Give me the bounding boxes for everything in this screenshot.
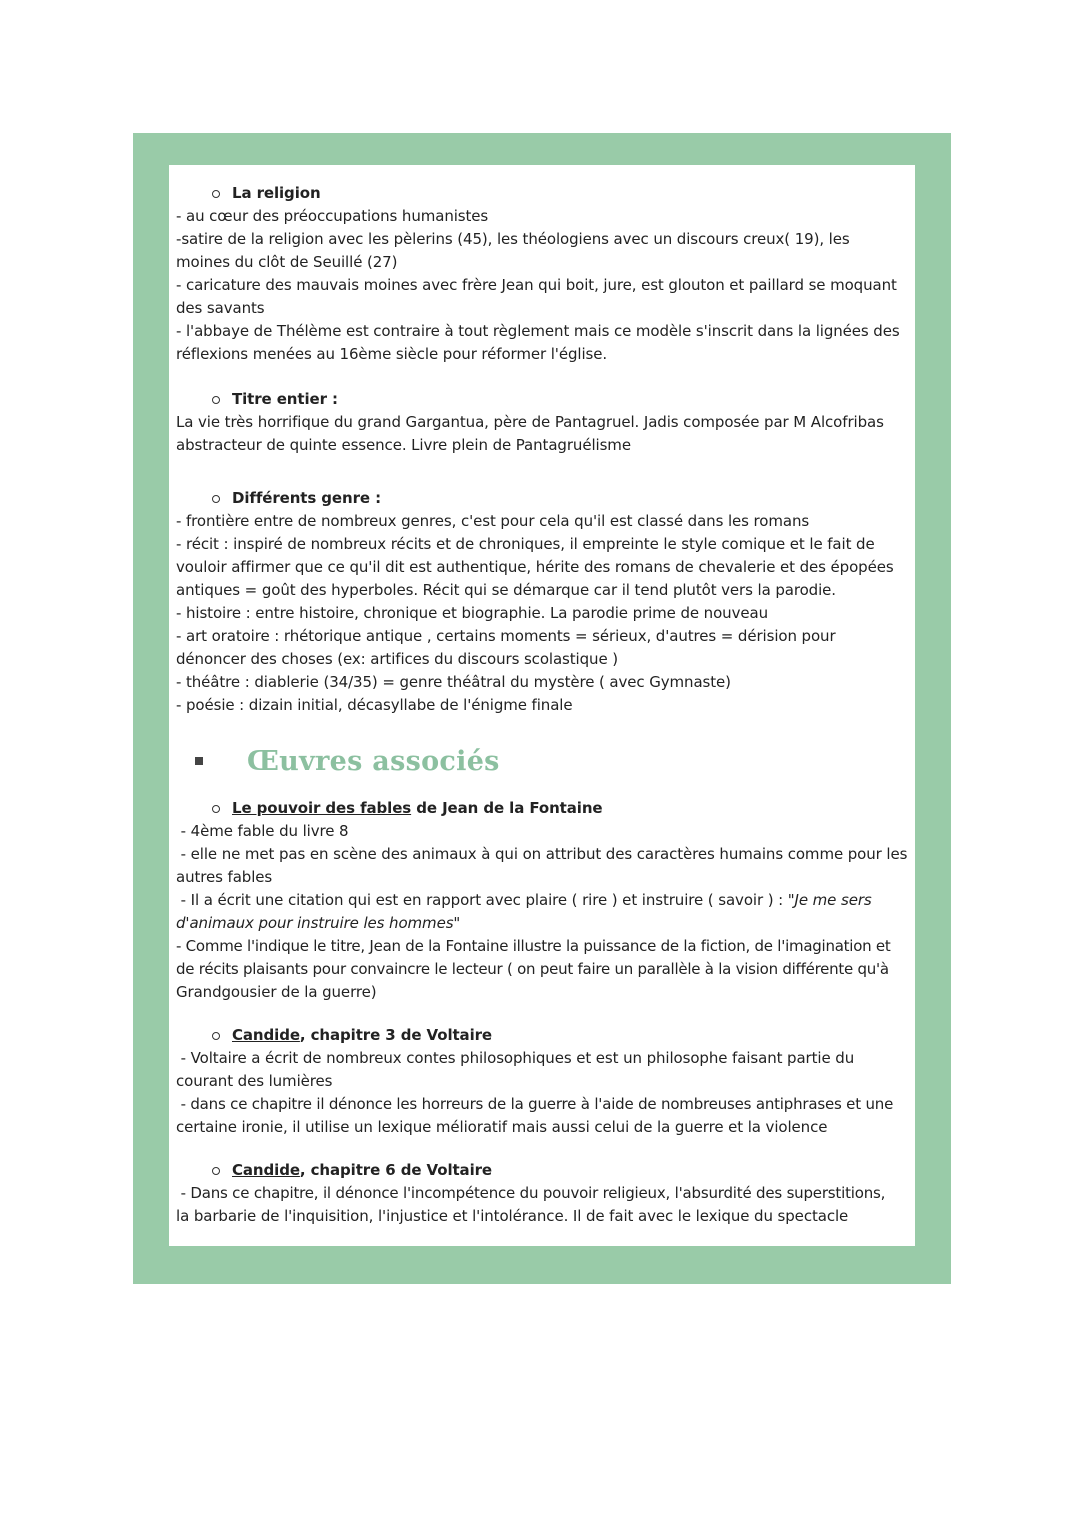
text-line: antiques = goût des hyperboles. Récit qui se démarque car il tend plutôt vers la parodie.	[176, 581, 836, 599]
text-line: la barbarie de l'inquisition, l'injustice et l'intolérance. Il de fait avec le lexique du spectacle	[176, 1207, 849, 1225]
text-line: La vie très horrifique du grand Gargantua, père de Pantagruel. Jadis composée par M Alcofribas	[176, 413, 884, 431]
text-line: des savants	[176, 299, 265, 317]
subheading-fables	[176, 797, 916, 820]
text-line: - récit : inspiré de nombreux récits et de chroniques, il empreinte le style comique et le fait de	[176, 535, 875, 553]
section-title: Œuvres associés	[247, 745, 500, 777]
square-bullet-icon	[195, 757, 203, 765]
text-segment: - Il a écrit une citation qui est en rapport avec plaire ( rire ) et instruire ( savoir ) : "	[176, 891, 795, 909]
text-line: réflexions menées au 16ème siècle pour réformer l'église.	[176, 345, 608, 363]
circle-bullet-icon	[212, 1032, 220, 1040]
circle-bullet-icon	[212, 495, 220, 503]
note-card	[169, 165, 915, 1246]
subheading-text: Différents genre :	[232, 489, 381, 507]
text-line: -satire de la religion avec les pèlerins (45), les théologiens avec un discours creux( 19), les	[176, 230, 850, 248]
text-line: - Comme l'indique le titre, Jean de la Fontaine illustre la puissance de la fiction, de l'imagination et	[176, 937, 891, 955]
quote-text: Je me sers	[794, 891, 872, 909]
note-content	[176, 182, 916, 1228]
work-title: Candide	[232, 1026, 300, 1044]
text-line: - frontière entre de nombreux genres, c'est pour cela qu'il est classé dans les romans	[176, 512, 810, 530]
religion-body	[176, 205, 916, 366]
work-author: de Jean de la Fontaine	[411, 799, 603, 817]
text-line	[176, 912, 916, 935]
text-line: courant des lumières	[176, 1072, 333, 1090]
text-line: - art oratoire : rhétorique antique , certains moments = sérieux, d'autres = dérision pour	[176, 627, 836, 645]
text-line: moines du clôt de Seuillé (27)	[176, 253, 398, 271]
candide-3-body	[176, 1047, 916, 1139]
text-line: vouloir affirmer que ce qu'il dit est authentique, hérite des romans de chevalerie et des épopées	[176, 558, 894, 576]
text-line: de récits plaisants pour convaincre le lecteur ( on peut faire un parallèle à la vision différente qu'à	[176, 960, 889, 978]
text-line: - Voltaire a écrit de nombreux contes philosophiques et est un philosophe faisant partie du	[176, 1049, 855, 1067]
candide-6-body	[176, 1182, 916, 1228]
work-author: , chapitre 3 de Voltaire	[299, 1026, 492, 1044]
work-title: Le pouvoir des fables	[232, 799, 412, 817]
subheading-titre	[176, 388, 916, 411]
text-line: abstracteur de quinte essence. Livre plein de Pantagruélisme	[176, 436, 631, 454]
text-line: - au cœur des préoccupations humanistes	[176, 207, 489, 225]
titre-body	[176, 411, 916, 457]
text-line: - elle ne met pas en scène des animaux à qui on attribut des caractères humains comme pour les	[176, 845, 908, 863]
subheading-text: La religion	[232, 184, 321, 202]
text-segment: "	[453, 914, 461, 932]
text-line: certaine ironie, il utilise un lexique mélioratif mais aussi celui de la guerre et la violence	[176, 1118, 828, 1136]
circle-bullet-icon	[212, 190, 220, 198]
work-author: , chapitre 6 de Voltaire	[299, 1161, 492, 1179]
subheading-genres	[176, 487, 916, 510]
work-title: Candide	[232, 1161, 300, 1179]
text-line	[176, 889, 916, 912]
genres-body	[176, 510, 916, 717]
text-line: - poésie : dizain initial, décasyllabe de l'énigme finale	[176, 696, 573, 714]
text-line: - dans ce chapitre il dénonce les horreurs de la guerre à l'aide de nombreuses antiphrases et une	[176, 1095, 894, 1113]
text-line: Grandgousier de la guerre)	[176, 983, 377, 1001]
text-line: - caricature des mauvais moines avec frère Jean qui boit, jure, est glouton et paillard se moquant	[176, 276, 897, 294]
subheading-candide-3	[176, 1024, 916, 1047]
circle-bullet-icon	[212, 1167, 220, 1175]
green-frame	[133, 133, 951, 1284]
text-line: - 4ème fable du livre 8	[176, 822, 349, 840]
circle-bullet-icon	[212, 805, 220, 813]
subheading-candide-6	[176, 1159, 916, 1182]
fables-body	[176, 820, 916, 1004]
subheading-text: Titre entier :	[232, 390, 338, 408]
text-line: - l'abbaye de Thélème est contraire à tout règlement mais ce modèle s'inscrit dans la lignées des	[176, 322, 900, 340]
section-heading	[176, 731, 916, 791]
text-line: autres fables	[176, 868, 273, 886]
subheading-religion	[176, 182, 916, 205]
text-line: - théâtre : diablerie (34/35) = genre théâtral du mystère ( avec Gymnaste)	[176, 673, 731, 691]
text-line: - histoire : entre histoire, chronique et biographie. La parodie prime de nouveau	[176, 604, 768, 622]
circle-bullet-icon	[212, 396, 220, 404]
quote-text: d'animaux pour instruire les hommes	[176, 914, 454, 932]
text-line: - Dans ce chapitre, il dénonce l'incompétence du pouvoir religieux, l'absurdité des superstitions,	[176, 1184, 886, 1202]
text-line: dénoncer des choses (ex: artifices du discours scolastique )	[176, 650, 618, 668]
